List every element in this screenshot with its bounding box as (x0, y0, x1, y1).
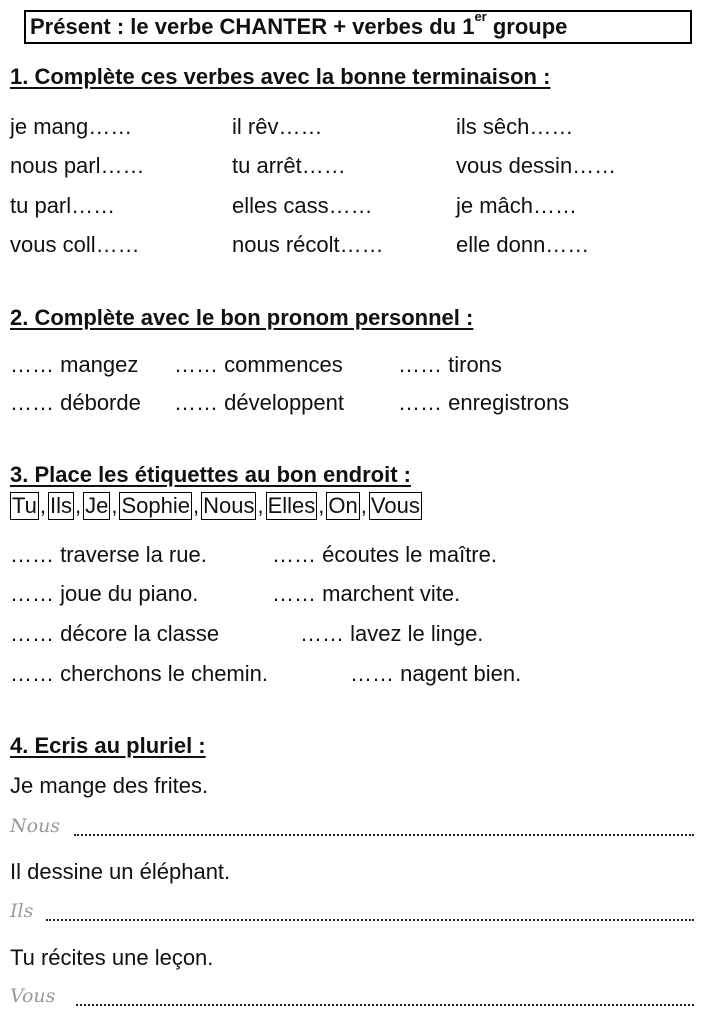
s1-verb: je mâch…… (456, 193, 578, 218)
s2-item: …… tirons (398, 352, 502, 377)
section-3-heading: 3. Place les étiquettes au bon endroit : (10, 462, 411, 487)
label-separator: , (193, 493, 200, 519)
dotted-line (76, 1004, 694, 1006)
pronoun-label: Sophie (121, 493, 190, 519)
s3-sentence: …… marchent vite. (272, 581, 461, 606)
s1-verb: vous coll…… (10, 232, 140, 257)
title-superscript: er (474, 9, 487, 24)
s1-verb: il rêv…… (232, 114, 323, 139)
pronoun-label: Elles (267, 493, 316, 519)
s4-sentence: Tu récites une leçon. (10, 945, 214, 970)
s4-sentence: Il dessine un éléphant. (10, 859, 231, 884)
dotted-line (74, 834, 694, 836)
s3-sentence: …… décore la classe (10, 621, 220, 646)
s1-verb: ils sêch…… (456, 114, 574, 139)
s2-item: …… déborde (10, 390, 141, 415)
s3-sentence: …… joue du piano. (10, 581, 199, 606)
pronoun-label: Vous (370, 493, 420, 519)
answer-start: Nous (10, 815, 61, 837)
s1-verb: elle donn…… (456, 232, 590, 257)
s1-verb: elles cass…… (232, 193, 373, 218)
s1-verb: tu arrêt…… (232, 153, 346, 178)
pronoun-label: Nous (203, 493, 255, 519)
s3-sentence: …… traverse la rue. (10, 542, 207, 567)
pronoun-label: Je (85, 493, 109, 519)
label-separator: , (318, 493, 325, 519)
s3-sentence: …… nagent bien. (350, 661, 522, 686)
s1-verb: nous récolt…… (232, 232, 384, 257)
answer-line[interactable] (10, 985, 702, 1011)
s2-item: …… mangez (10, 352, 139, 377)
answer-line[interactable] (10, 900, 702, 926)
answer-start: Ils (10, 900, 34, 922)
label-separator: , (74, 493, 82, 519)
section-1-heading: 1. Complète ces verbes avec la bonne terminaison : (10, 64, 551, 89)
pronoun-label: Ils (49, 493, 72, 519)
label-separator: , (39, 493, 46, 519)
s2-item: …… enregistrons (398, 390, 570, 415)
title-end: groupe (486, 14, 568, 39)
s3-sentence: …… lavez le linge. (300, 621, 484, 646)
s1-verb: tu parl…… (10, 193, 116, 218)
s3-sentence: …… écoutes le maître. (272, 542, 497, 567)
answer-start: Vous (10, 985, 56, 1007)
s2-item: …… développent (174, 390, 344, 415)
pronoun-label: Tu (12, 493, 37, 519)
section-4-heading: 4. Ecris au pluriel : (10, 733, 206, 758)
label-list (10, 492, 422, 522)
s1-verb: je mang…… (10, 114, 133, 139)
title-main: Présent : le verbe CHANTER + verbes du 1 (30, 14, 475, 39)
s1-verb: vous dessin…… (456, 153, 617, 178)
label-separator: , (360, 493, 367, 519)
answer-line[interactable] (10, 815, 702, 841)
dotted-line (46, 919, 694, 921)
s3-sentence: …… cherchons le chemin. (10, 661, 268, 686)
label-separator: , (111, 493, 118, 519)
s1-verb: nous parl…… (10, 153, 145, 178)
pronoun-label: On (328, 493, 358, 519)
s2-item: …… commences (174, 352, 343, 377)
page-title (24, 10, 692, 44)
label-separator: , (257, 493, 264, 519)
s4-sentence: Je mange des frites. (10, 773, 209, 798)
section-2-heading: 2. Complète avec le bon pronom personnel : (10, 305, 474, 330)
